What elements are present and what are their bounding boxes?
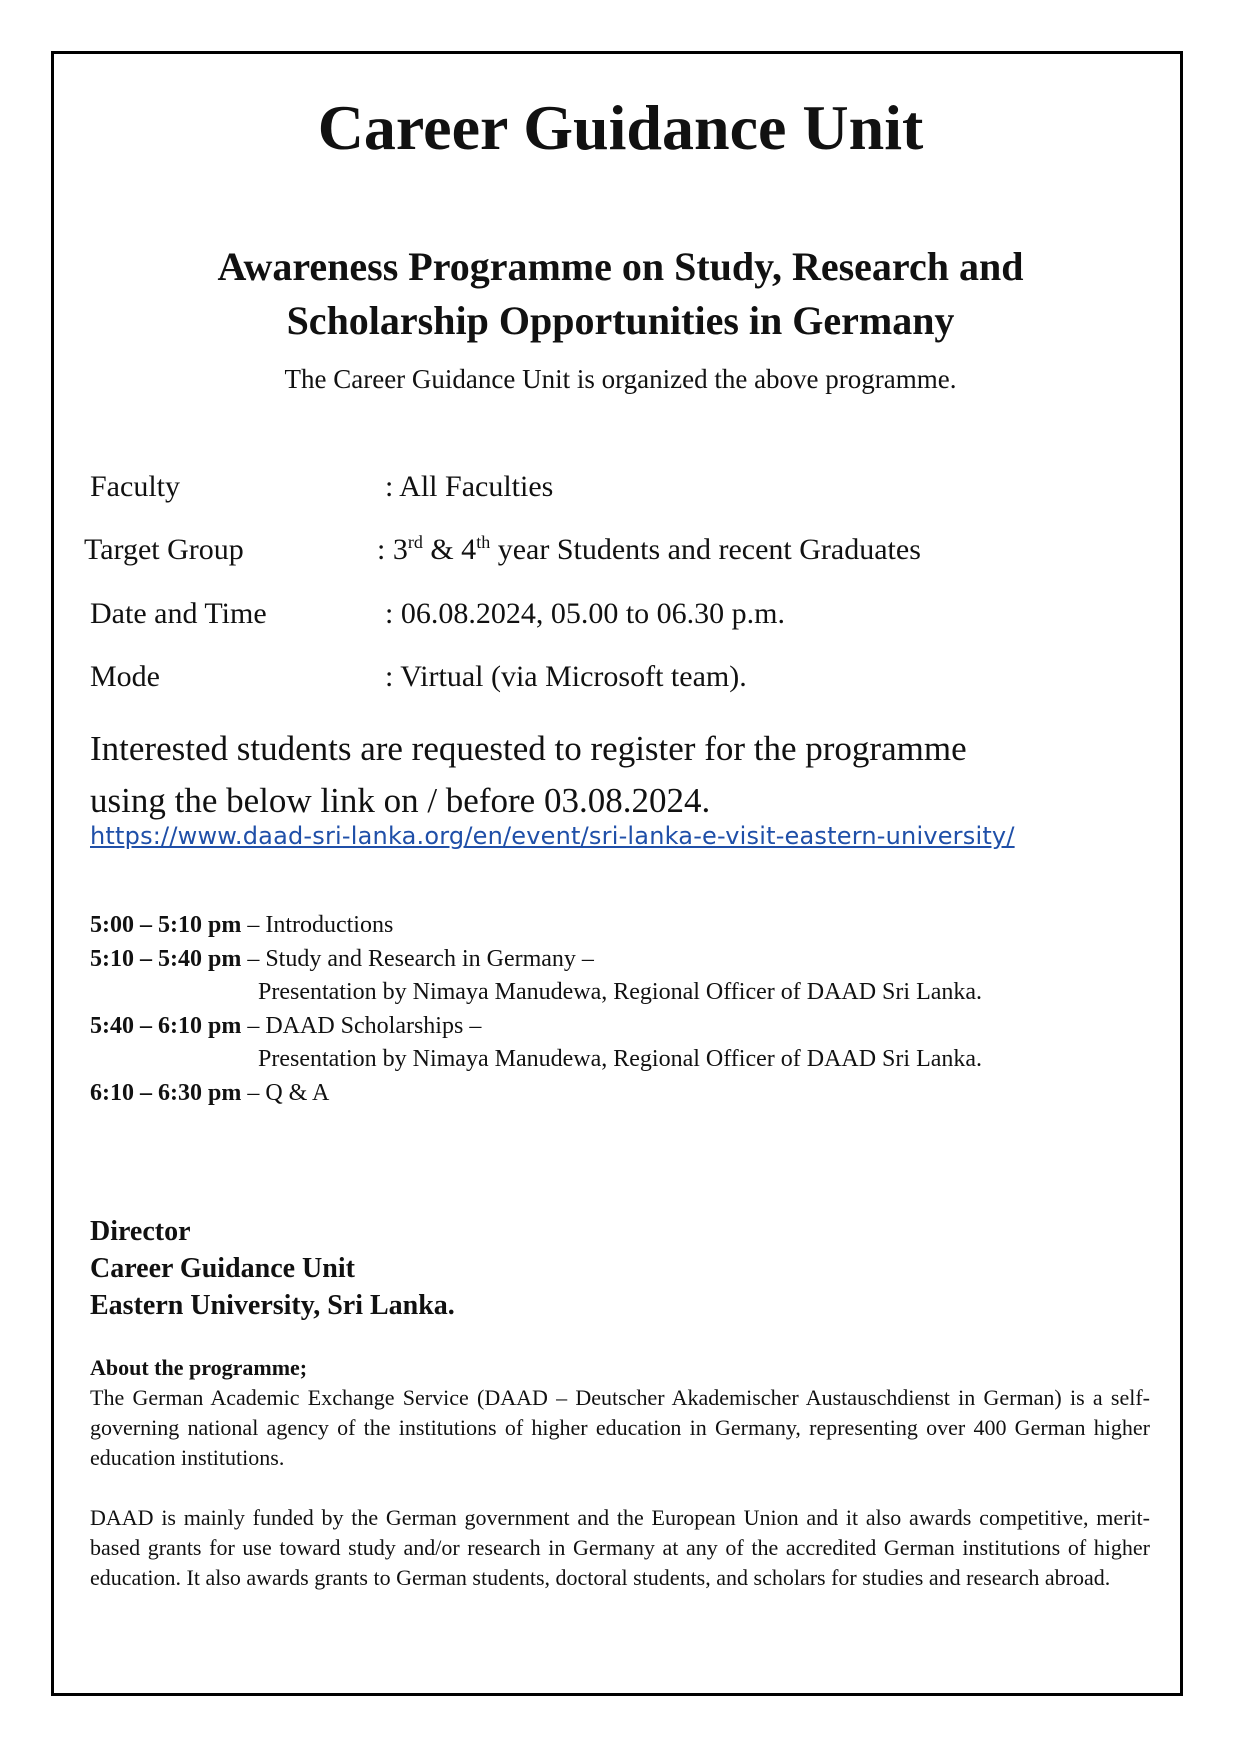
schedule-text: – Q & A: [241, 1079, 330, 1106]
date-time-value: : 06.08.2024, 05.00 to 06.30 p.m.: [385, 597, 786, 630]
signature-institution: Eastern University, Sri Lanka.: [90, 1290, 455, 1321]
schedule-item: [90, 1010, 1170, 1077]
schedule-item: [90, 1077, 1170, 1111]
programme-subtitle: [100, 240, 1141, 348]
about-paragraph-1: The German Academic Exchange Service (DAAD – Deutscher Akademischer Austauschdienst in German) is a self-governing national agency of the institutions of higher education in Germany, representing over 400 German higher education institutions.: [90, 1385, 1150, 1470]
signature-block: [90, 1213, 455, 1324]
schedule-time: 5:00 – 5:10 pm: [90, 912, 242, 938]
subtitle-line-1: Awareness Programme on Study, Research and: [217, 244, 1024, 289]
registration-link[interactable]: https://www.daad-sri-lanka.org/en/event/sri-lanka-e-visit-eastern-university/: [90, 822, 1015, 850]
schedule: [90, 909, 1170, 1110]
schedule-presenter: Presentation by Nimaya Manudewa, Regional Officer of DAAD Sri Lanka.: [258, 979, 983, 1005]
about-heading: About the programme;: [90, 1355, 308, 1380]
registration-notice: [90, 723, 1170, 827]
schedule-text: – Introductions: [241, 912, 394, 938]
schedule-time: 6:10 – 6:30 pm: [90, 1079, 242, 1106]
about-paragraph-2: DAAD is mainly funded by the German government and the European Union and it also awards competitive, merit-based grants for use toward study and/or research in Germany at any of the accredited German institutions of higher education. It also awards grants to German students, doctoral students, and scholars for studies and research abroad.: [90, 1505, 1150, 1590]
schedule-text: – DAAD Scholarships –: [241, 1012, 482, 1039]
about-section: [90, 1353, 1150, 1593]
mode-value: : Virtual (via Microsoft team).: [385, 660, 747, 693]
schedule-time: 5:10 – 5:40 pm: [90, 945, 242, 972]
registration-line-2: using the below link on / before 03.08.2024.: [90, 781, 711, 820]
signature-title: Director: [90, 1216, 191, 1247]
schedule-item: [90, 909, 1170, 943]
faculty-label: Faculty: [90, 470, 180, 503]
intro-text: The Career Guidance Unit is organized the above programme.: [284, 364, 957, 394]
mode-label: Mode: [90, 660, 160, 693]
subtitle-line-2: Scholarship Opportunities in Germany: [286, 298, 955, 343]
target-group-label: Target Group: [84, 533, 244, 566]
schedule-text: – Study and Research in Germany –: [241, 945, 594, 972]
schedule-time: 5:40 – 6:10 pm: [90, 1012, 242, 1039]
registration-line-1: Interested students are requested to register for the programme: [90, 729, 967, 768]
signature-unit: Career Guidance Unit: [90, 1253, 355, 1284]
date-time-label: Date and Time: [90, 597, 267, 630]
schedule-item: [90, 943, 1170, 1010]
page-title: Career Guidance Unit: [317, 92, 924, 163]
schedule-presenter: Presentation by Nimaya Manudewa, Regional Officer of DAAD Sri Lanka.: [258, 1046, 983, 1072]
target-group-value: : 3rd & 4th year Students and recent Graduates: [377, 532, 921, 566]
faculty-value: : All Faculties: [385, 470, 554, 503]
